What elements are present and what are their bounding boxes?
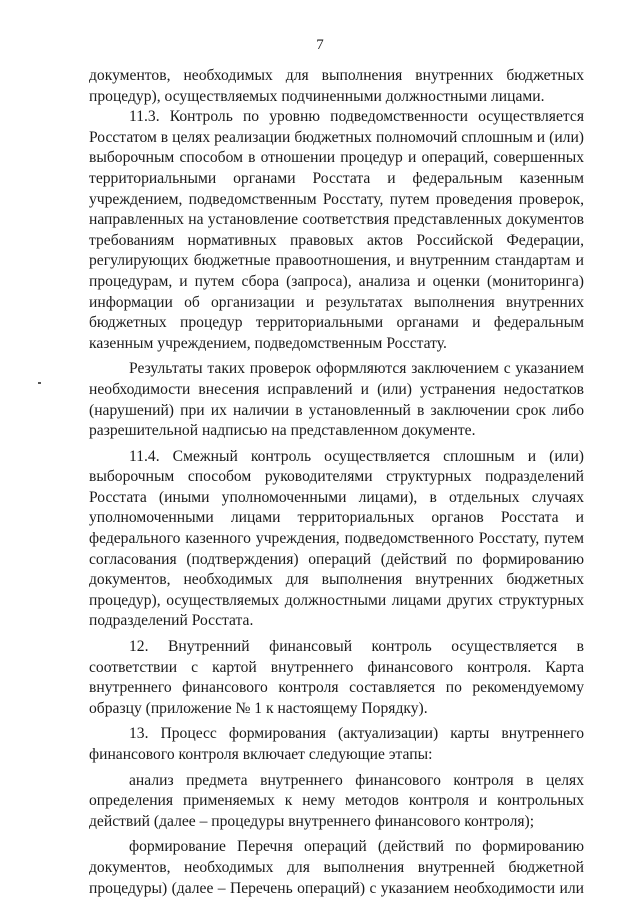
paragraph-formation: формирование Перечня операций (действий по формированию документов, необходимых для выполнения внутренней бюджетной процедуры) (далее – Перечень операций) с указанием необходимости или: [89, 838, 584, 897]
page-number: 7: [316, 37, 324, 53]
paragraph-11-4: 11.4. Смежный контроль осуществляется сплошным и (или) выборочным способом руководителями структурных подразделений Росстата (иными уполномоченными лицами), в отдельных случаях уполномоченными лицами территориальных органов Росстата и федерального казенного учреждения, подведомственного Росстату, путем согласования (подтверждения) операций (действий по формированию документов, необходимых для выполнения внутренних бюджетных процедур), осуществляемых должностными лицами других структурных подразделений Росстата.: [89, 447, 584, 630]
document-body: [89, 66, 584, 899]
paragraph-13: 13. Процесс формирования (актуализации) карты внутреннего финансового контроля включает следующие этапы:: [89, 725, 584, 763]
paragraph-results: Результаты таких проверок оформляются заключением с указанием необходимости внесения исправлений и (или) устранения недостатков (нарушений) при их наличии в установленный в заключении срок либо разрешительной надписью на представленном документе.: [89, 360, 584, 440]
margin-mark: [38, 382, 41, 384]
paragraph-11-3: 11.3. Контроль по уровню подведомственности осуществляется Росстатом в целях реализации бюджетных полномочий сплошным и (или) выборочным способом в отношении процедур и операций, совершенных территориальными органами Росстата и федеральным казенным учреждением, подведомственным Росстату, путем проведения проверок, направленных на установление соответствия представленных документов требованиям нормативных правовых актов Российской Федерации, регулирующих бюджетные правоотношения, и внутренним стандартам и процедурам, и путем сбора (запроса), анализа и оценки (мониторинга) информации об организации и результатах выполнения внутренних бюджетных процедур территориальными органами и федеральным казенным учреждением, подведомственным Росстату.: [89, 108, 584, 352]
paragraph-12: 12. Внутренний финансовый контроль осуществляется в соответствии с картой внутреннего финансового контроля. Карта внутреннего финансового контроля составляется по рекомендуемому образцу (приложение № 1 к настоящему Порядку).: [89, 638, 584, 717]
paragraph-continuation: документов, необходимых для выполнения внутренних бюджетных процедур), осуществляемых подчиненными должностными лицами.: [89, 67, 584, 105]
paragraph-analysis: анализ предмета внутреннего финансового контроля в целях определения применяемых к нему методов контроля и контрольных действий (далее – процедуры внутреннего финансового контроля);: [89, 771, 584, 830]
